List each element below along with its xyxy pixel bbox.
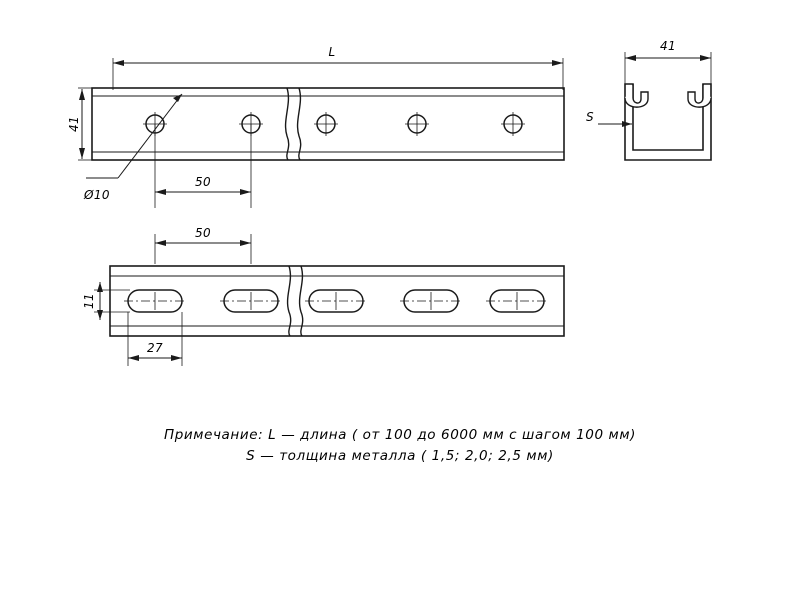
- top-view-group: [82, 226, 564, 366]
- dimension-hole-diameter-label: Ø10: [84, 188, 110, 202]
- dimension-height-41: [67, 88, 94, 160]
- dimension-length-L: [113, 45, 563, 90]
- dimension-slot-pitch-label: 50: [194, 226, 212, 240]
- section-profile-outer: [625, 84, 711, 160]
- slot-2: [220, 290, 282, 312]
- note-line-2: S — толщина металла ( 1,5; 2,0; 2,5 мм): [246, 448, 554, 464]
- note-block: [0, 425, 800, 467]
- dimension-slot-length-label: 27: [146, 341, 164, 355]
- dimension-height-label: 41: [67, 115, 81, 133]
- dimension-slot-width-label: 11: [82, 292, 96, 310]
- note-line-1: Примечание: L — длина ( от 100 до 6000 мм с шагом 100 мм): [164, 427, 636, 443]
- slot-5: [486, 290, 548, 312]
- dimension-section-width: [625, 39, 711, 86]
- side-view-group: [67, 45, 564, 208]
- dimension-section-width-label: 41: [659, 39, 677, 53]
- slot-4: [400, 290, 462, 312]
- dimension-hole-pitch-label: 50: [194, 175, 212, 189]
- slot-1: [124, 290, 186, 312]
- slot-3: [305, 290, 367, 312]
- dimension-section-thickness-label: S: [585, 110, 595, 124]
- dimension-slot-pitch: [155, 226, 251, 264]
- dimension-length-label: L: [328, 45, 336, 59]
- section-view-group: [586, 39, 711, 160]
